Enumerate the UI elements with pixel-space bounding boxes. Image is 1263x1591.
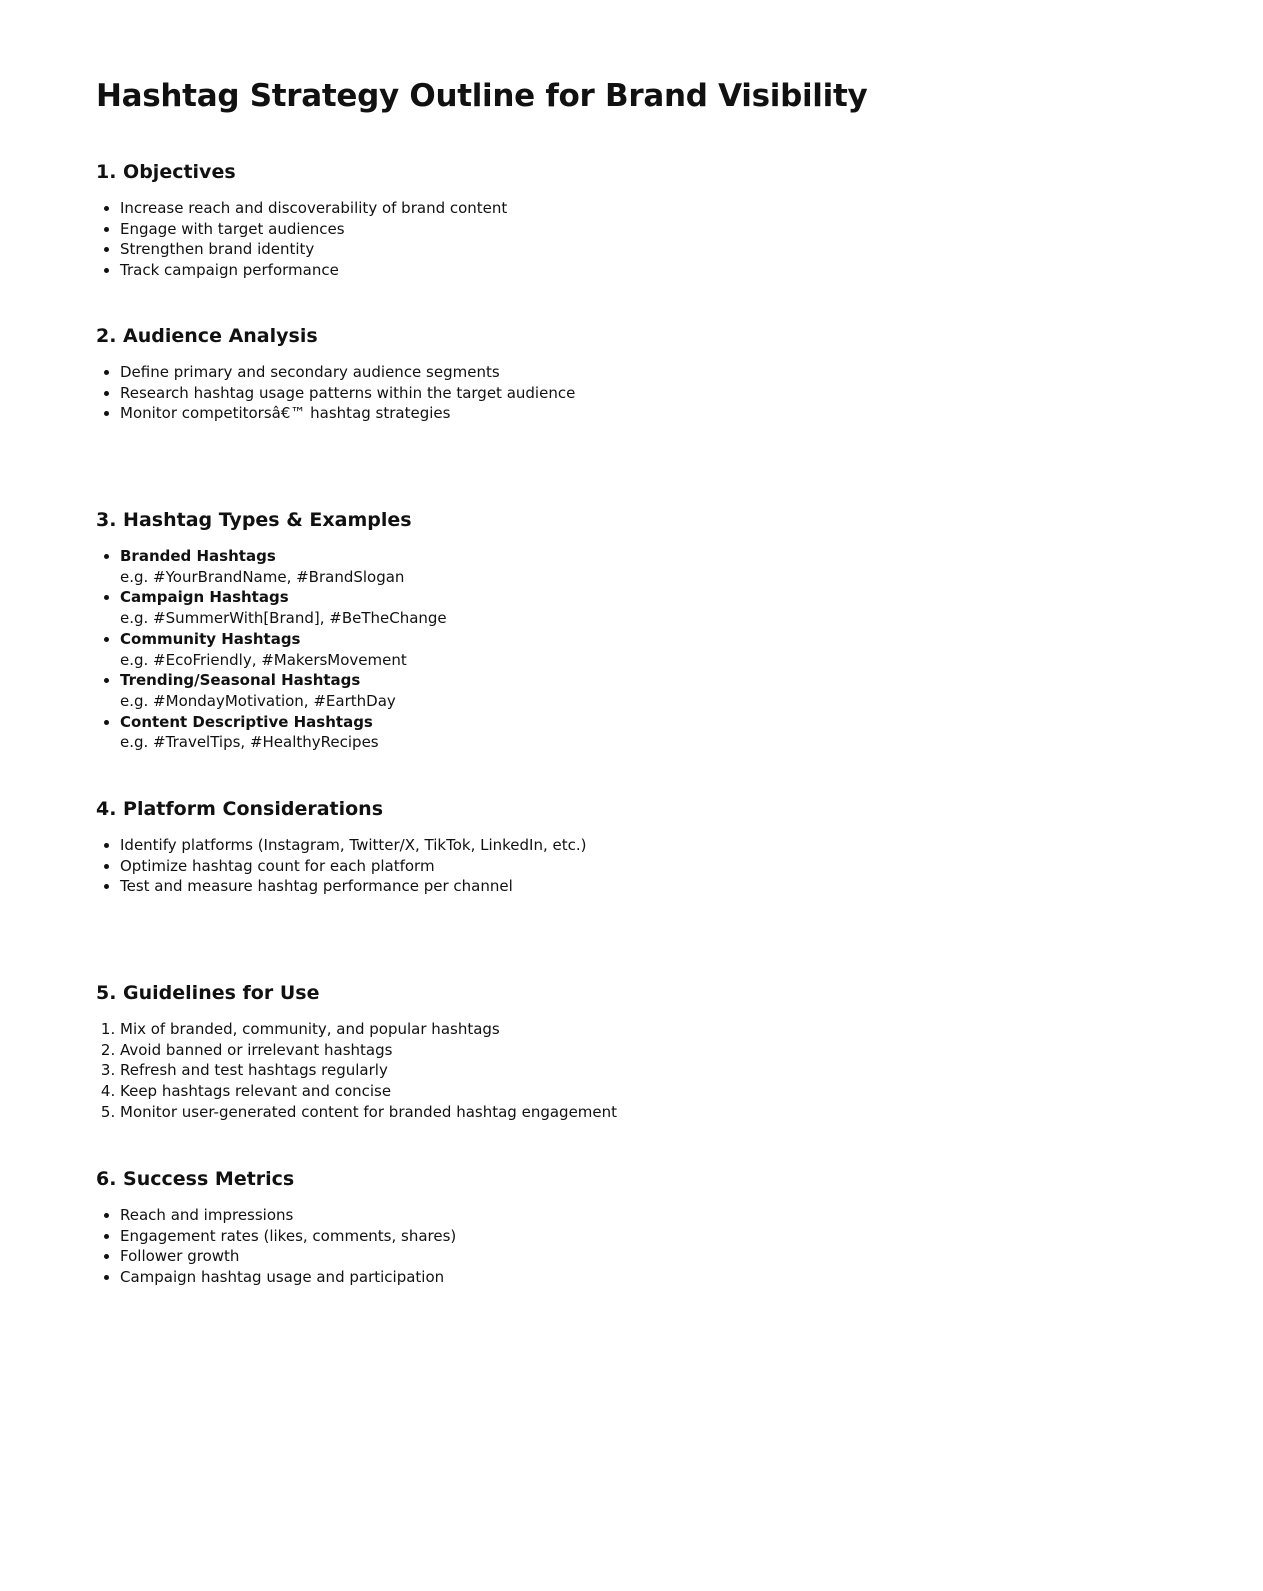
- metrics-list: [96, 1205, 1096, 1287]
- hashtag-type-item: [120, 587, 1096, 628]
- hashtag-type-item: [120, 629, 1096, 670]
- section-heading: 6. Success Metrics: [96, 1168, 295, 1190]
- hashtag-type-example: e.g. #SummerWith[Brand], #BeTheChange: [120, 609, 447, 628]
- hashtag-type-name: • Trending/Seasonal Hashtags: [120, 671, 361, 690]
- list-item: • Define primary and secondary audience segments: [120, 362, 1096, 383]
- section-platform-considerations: [96, 797, 1096, 897]
- section-objectives: [96, 160, 1096, 281]
- list-item: • Campaign hashtag usage and participation: [120, 1267, 1096, 1287]
- list-item: 2. Avoid banned or irrelevant hashtags: [120, 1040, 1096, 1061]
- hashtag-type-example: e.g. #MondayMotivation, #EarthDay: [120, 691, 396, 710]
- section-heading: 3. Hashtag Types & Examples: [96, 509, 412, 531]
- hashtag-type-name: • Branded Hashtags: [120, 547, 276, 565]
- list-item: 5. Monitor user-generated content for branded hashtag engagement: [120, 1102, 1096, 1123]
- document-page: [96, 0, 1196, 1287]
- list-item: • Research hashtag usage patterns within the target audience: [120, 383, 1096, 404]
- list-item: • Strengthen brand identity: [120, 239, 1096, 260]
- list-item: • Track campaign performance: [120, 260, 1096, 281]
- hashtag-type-item: [120, 546, 1096, 587]
- list-item: • Monitor competitorsâ€™ hashtag strategies: [120, 403, 1096, 424]
- guidelines-list: [96, 1019, 1096, 1123]
- section-heading: 2. Audience Analysis: [96, 325, 318, 347]
- list-item: • Follower growth: [120, 1246, 1096, 1267]
- list-item: • Engage with target audiences: [120, 219, 1096, 240]
- section-heading: 4. Platform Considerations: [96, 798, 384, 820]
- hashtag-type-item: [120, 670, 1096, 711]
- hashtag-types-list: [96, 546, 1096, 753]
- list-item: 4. Keep hashtags relevant and concise: [120, 1081, 1096, 1102]
- hashtag-type-name: • Community Hashtags: [120, 629, 301, 648]
- list-item: • Identify platforms (Instagram, Twitter/X, TikTok, LinkedIn, etc.): [120, 835, 1096, 856]
- hashtag-type-name: • Campaign Hashtags: [120, 588, 289, 607]
- page-title: Hashtag Strategy Outline for Brand Visibility: [96, 78, 868, 114]
- list-item: • Increase reach and discoverability of brand content: [120, 198, 1096, 219]
- list-item: • Optimize hashtag count for each platform: [120, 856, 1096, 877]
- list-item: 1. Mix of branded, community, and popular hashtags: [120, 1019, 1096, 1040]
- list-item: • Reach and impressions: [120, 1205, 1096, 1226]
- section-audience-analysis: [96, 324, 1096, 424]
- section-hashtag-types: [96, 508, 1096, 753]
- hashtag-type-name: • Content Descriptive Hashtags: [120, 712, 373, 731]
- section-heading: 5. Guidelines for Use: [96, 982, 320, 1004]
- section-success-metrics: [96, 1167, 1096, 1287]
- section-heading: 1. Objectives: [96, 161, 236, 183]
- section-guidelines: [96, 981, 1096, 1123]
- list-item: • Test and measure hashtag performance per channel: [120, 876, 1096, 897]
- hashtag-type-example: e.g. #TravelTips, #HealthyRecipes: [120, 733, 379, 752]
- hashtag-type-example: e.g. #YourBrandName, #BrandSlogan: [120, 567, 405, 586]
- objectives-list: [96, 198, 1096, 281]
- list-item: • Engagement rates (likes, comments, shares): [120, 1226, 1096, 1247]
- list-item: 3. Refresh and test hashtags regularly: [120, 1060, 1096, 1081]
- audience-list: [96, 362, 1096, 424]
- platform-list: [96, 835, 1096, 897]
- hashtag-type-example: e.g. #EcoFriendly, #MakersMovement: [120, 650, 407, 669]
- hashtag-type-item: [120, 712, 1096, 753]
